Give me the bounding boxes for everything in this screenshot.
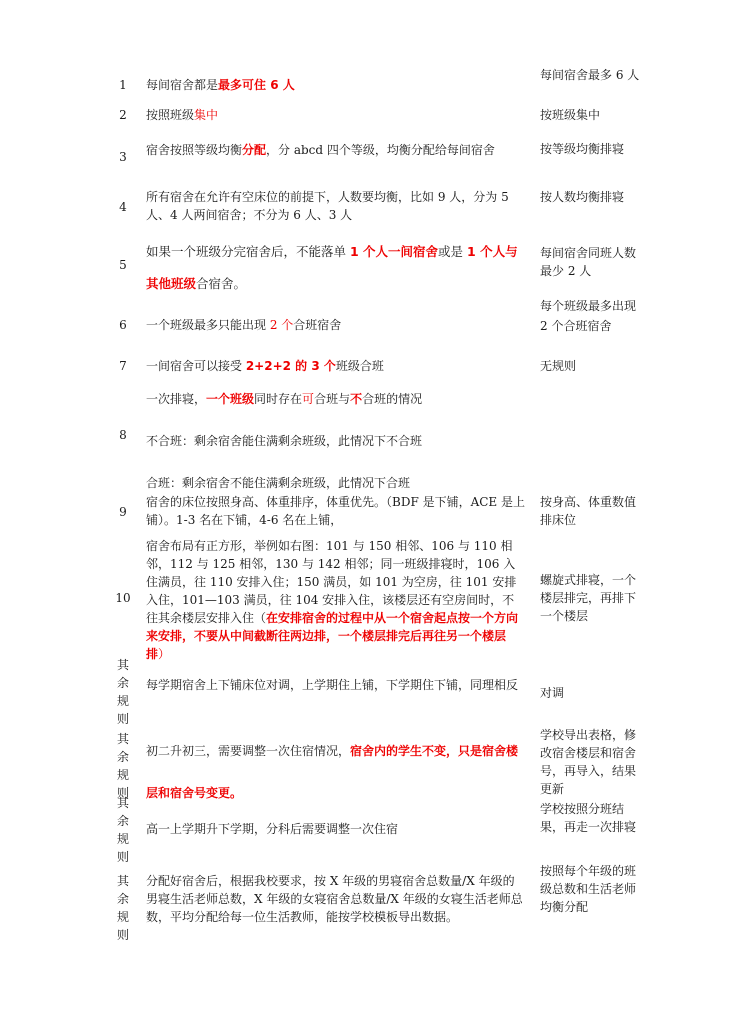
row-rule: 按身高、体重数值排床位 <box>540 495 637 527</box>
row-rule: 学校按照分班结果，再走一次排寝 <box>540 802 637 834</box>
row-rule: 按等级均衡排寝 <box>540 142 625 156</box>
row-description: 初二升初三，需要调整一次住宿情况，宿舍内的学生不变，只是宿舍楼层和宿舍号变更。 <box>146 744 519 800</box>
row-description: 一个班级最多只能出现 2 个合班宿舍 <box>146 318 342 332</box>
row-number: 3 <box>119 150 127 164</box>
row-number: 5 <box>119 258 127 272</box>
row-number: 其余规则 <box>116 732 129 800</box>
row-description: 宿舍按照等级均衡分配，分 abcd 四个等级，均衡分配给每间宿舍 <box>146 143 495 157</box>
row-description: 所有宿舍在允许有空床位的前提下，人数要均衡，比如 9 人，分为 5 人、4 人两间宿舍；不分为 6 人、3 人 <box>146 190 509 222</box>
row-rule: 按照每个年级的班级总数和生活老师均衡分配 <box>540 864 637 914</box>
row-description: 分配好宿舍后，根据我校要求，按 X 年级的男寝宿舍总数量/X 年级的男寝生活老师总数，X 年级的女寝宿舍总数量/X 年级的女寝生活老师总数，平均分配给每一位生活教师，能按学校模板导出数据。 <box>146 874 523 924</box>
row-description: 一次排寝，一个班级同时存在可合班与不合班的情况 不合班：剩余宿舍能住满剩余班级，此情况下不合班 合班：剩余宿舍不能住满剩余班级，此情况下合班 <box>146 392 423 490</box>
row-rule: 学校导出表格，修改宿舍楼层和宿舍号，再导入，结果更新 <box>540 728 637 796</box>
row-number: 8 <box>119 428 127 442</box>
row-description: 如果一个班级分完宿舍后，不能落单 1 个人一间宿舍或是 1 个人与其他班级合宿舍。 <box>146 244 518 291</box>
row-number: 7 <box>119 359 127 373</box>
row-number: 其余规则 <box>116 796 129 864</box>
row-number: 2 <box>119 108 127 122</box>
row-number: 其余规则 <box>116 874 129 942</box>
row-description: 每学期宿舍上下铺床位对调，上学期住上铺，下学期住下铺，同理相反 <box>146 678 519 692</box>
row-description: 宿舍的床位按照身高、体重排序，体重优先。（BDF 是下铺，ACE 是上铺）。1-3 名在下铺，4-6 名在上铺， <box>146 495 526 527</box>
row-number: 6 <box>119 318 127 332</box>
row-number: 4 <box>119 200 127 214</box>
row-description: 每间宿舍都是最多可住 6 人 <box>146 78 295 92</box>
row-description: 按照班级集中 <box>146 108 219 122</box>
row-rule: 螺旋式排寝，一个楼层排完，再排下一个楼层 <box>540 573 637 623</box>
row-description: 高一上学期升下学期，分科后需要调整一次住宿 <box>146 822 399 836</box>
row-rule: 每间宿舍最多 6 人 <box>540 68 640 82</box>
row-rule: 按人数均衡排寝 <box>540 190 625 204</box>
row-number: 9 <box>119 505 127 519</box>
row-description: 宿舍布局有正方形，举例如右图：101 与 150 相邻、106 与 110 相邻，112 与 125 相邻，130 与 142 相邻；同一班级排寝时，106 入住满员，往 110 安排入住；150 满员，如 101 为空房，往 101 安排入住，101—103 满员，往 104 安排入住，该楼层还有空房间时，不往其余楼层安排入住（在安排宿舍的过程中从一个宿舍起点按一个方向来安排，不要从中间截断往两边排，一个楼层排完后再往另一个楼层排） <box>146 539 519 661</box>
row-rule: 无规则 <box>540 359 577 373</box>
row-rule: 每间宿舍同班人数最少 2 人 <box>540 246 637 278</box>
row-number: 其余规则 <box>116 658 129 726</box>
row-number: 1 <box>119 78 127 92</box>
row-number: 10 <box>115 591 131 605</box>
row-rule: 每个班级最多出现 2 个合班宿舍 <box>540 299 637 333</box>
row-description: 一间宿舍可以接受 2+2+2 的 3 个班级合班 <box>146 359 384 373</box>
row-rule: 按班级集中 <box>540 108 601 122</box>
row-rule: 对调 <box>540 686 565 700</box>
